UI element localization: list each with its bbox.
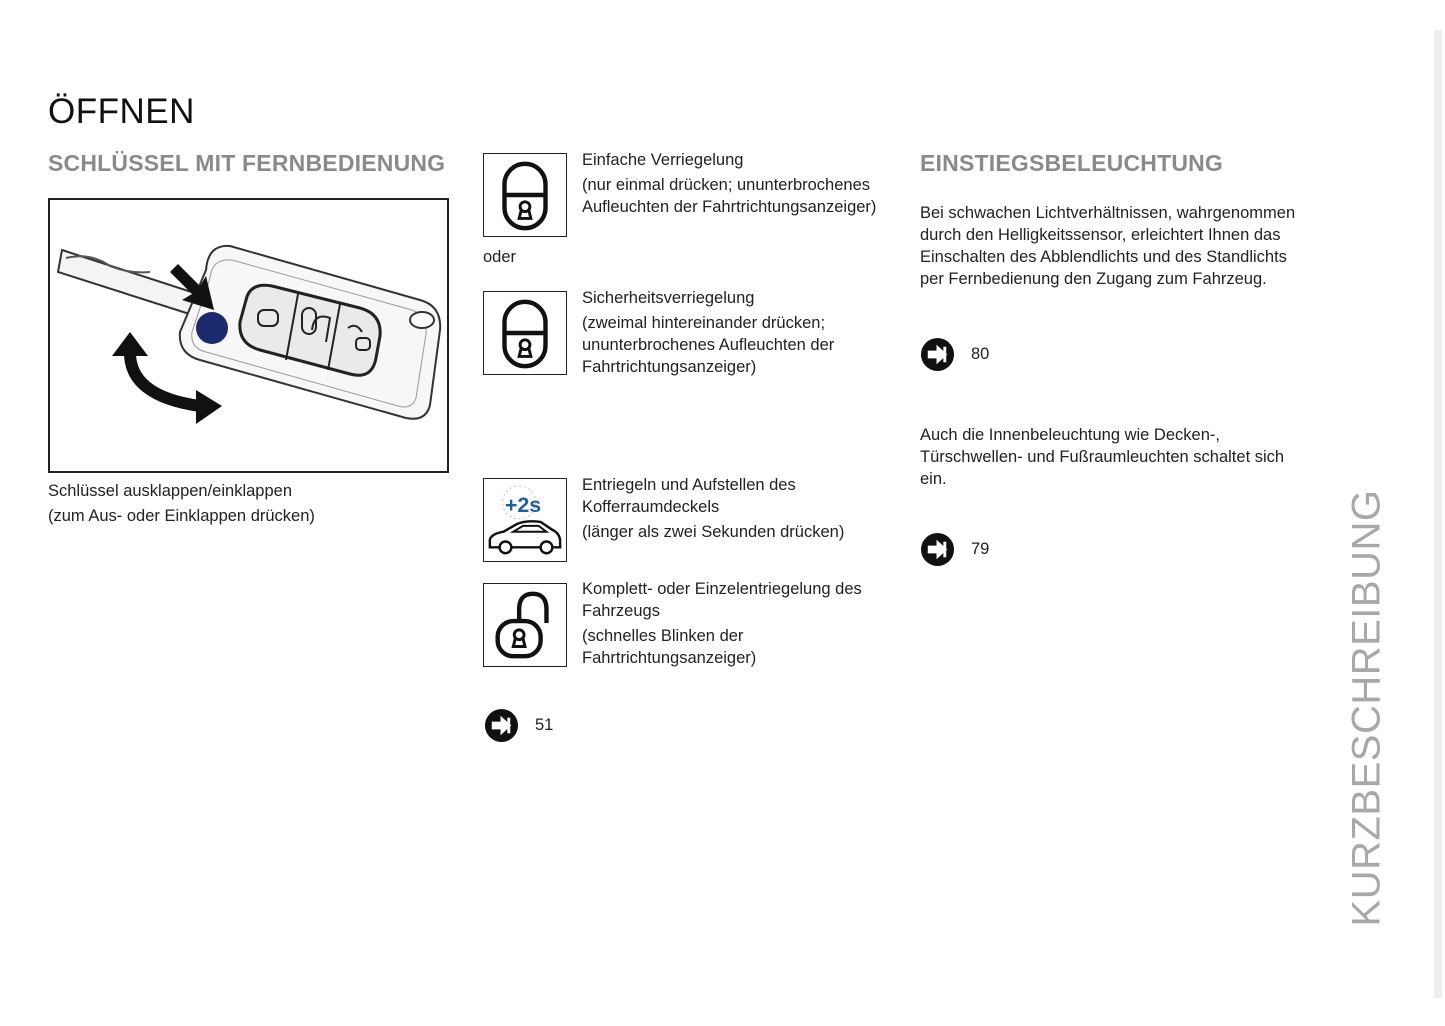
paragraph-line: ein.	[920, 470, 947, 488]
section-heading-entry-lighting: EINSTIEGSBELEUCHTUNG	[920, 150, 1224, 176]
section-heading-remote-key: SCHLÜSSEL MIT FERNBEDIENUNG	[48, 150, 446, 176]
unlock-title-line2: Fahrzeugs	[582, 602, 660, 620]
paragraph-line: durch den Helligkeitssensor, erleichtert Ihnen das	[920, 226, 1281, 244]
page-ref-number: 79	[971, 540, 990, 558]
deadlock-text	[582, 287, 834, 378]
page-reference-79[interactable]	[920, 532, 989, 567]
interior-lighting-paragraph	[920, 424, 1284, 490]
paragraph-line: per Fernbedienung den Zugang zum Fahrzeug.	[920, 270, 1267, 288]
chapter-label: KURZBESCHREIBUNG	[1344, 489, 1389, 927]
simple-lock-desc-line2: Aufleuchten der Fahrtrichtungsanzeiger)	[582, 198, 877, 216]
lock-open-icon	[483, 583, 567, 667]
key-caption-line1: Schlüssel ausklappen/einklappen	[48, 482, 293, 500]
deadlock-title: Sicherheitsverriegelung	[582, 289, 755, 307]
simple-lock-text	[582, 149, 876, 218]
unlock-desc-line1: (schnelles Blinken der	[582, 627, 744, 645]
page-ref-arrow-icon	[920, 337, 955, 372]
trunk-open-desc: (länger als zwei Sekunden drücken)	[582, 523, 845, 541]
paragraph-line: Türschwellen- und Fußraumleuchten schaltet sich	[920, 448, 1285, 466]
entry-lighting-paragraph	[920, 202, 1295, 290]
trunk-open-title-line2: Kofferraumdeckels	[582, 498, 720, 516]
paragraph-line: Einschalten des Abblendlichts und des Standlichts	[920, 248, 1287, 266]
paragraph-line: Bei schwachen Lichtverhältnissen, wahrgenommen	[920, 204, 1296, 222]
unlock-desc-line2: Fahrtrichtungsanzeiger)	[582, 649, 757, 667]
page-ref-number: 51	[535, 716, 554, 734]
trunk-2s-label: +2s	[504, 493, 542, 518]
deadlock-desc-line3: Fahrtrichtungsanzeiger)	[582, 358, 757, 376]
paragraph-line: Auch die Innenbeleuchtung wie Decken-,	[920, 426, 1220, 444]
page-title: ÖFFNEN	[48, 92, 195, 131]
simple-lock-desc-line1: (nur einmal drücken; ununterbrochenes	[582, 176, 871, 194]
page-ref-arrow-icon	[484, 708, 519, 743]
fold-button	[196, 312, 228, 344]
page-reference-80[interactable]	[920, 337, 989, 372]
unlock-title: Komplett- oder Einzelentriegelung des	[582, 580, 862, 598]
lock-closed-icon	[483, 153, 567, 237]
deadlock-desc-line1: (zweimal hintereinander drücken;	[582, 314, 826, 332]
page-reference-51[interactable]	[484, 708, 553, 743]
key-caption	[48, 480, 315, 527]
page-ref-number: 80	[971, 345, 990, 363]
key-caption-line2: (zum Aus- oder Einklappen drücken)	[48, 507, 315, 525]
trunk-open-text	[582, 474, 844, 543]
lock-closed-icon	[483, 291, 567, 375]
trunk-open-title: Entriegeln und Aufstellen des	[582, 476, 796, 494]
page-edge-bar	[1434, 30, 1442, 998]
deadlock-desc-line2: ununterbrochenes Aufleuchten der	[582, 336, 835, 354]
simple-lock-title: Einfache Verriegelung	[582, 151, 744, 169]
key-illustration	[48, 198, 449, 473]
or-label: oder	[483, 248, 517, 266]
trunk-2s-icon	[483, 478, 567, 562]
unlock-text	[582, 578, 862, 669]
page-ref-arrow-icon	[920, 532, 955, 567]
